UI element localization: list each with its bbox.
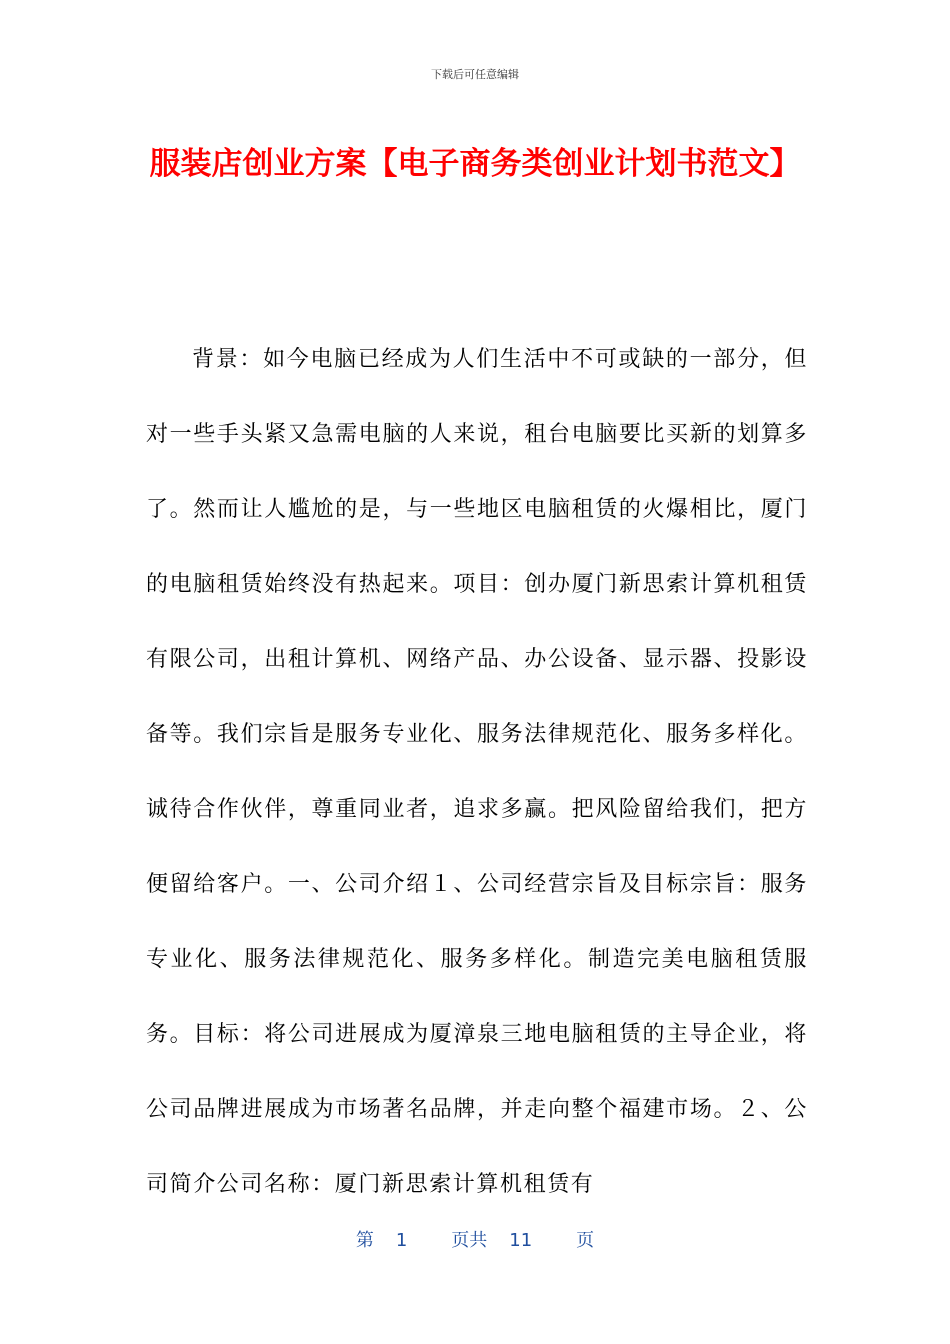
page-middle-text: 页共 xyxy=(451,1230,488,1251)
body-paragraph: 背景：如今电脑已经成为人们生活中不可或缺的一部分，但对一些手头紧又急需电脑的人来说，租台电脑要比买新的划算多了。然而让人尴尬的是，与一些地区电脑租赁的火爆相比，厦门的电脑租赁始终没有热起来。项目：创办厦门新思索计算机租赁有限公司，出租计算机、网络产品、办公设备、显示器、投影设备等。我们宗旨是服务专业化、服务法律规范化、服务多样化。诚待合作伙伴，尊重同业者，追求多赢。把风险留给我们，把方便留给客户。一、公司介绍１、公司经营宗旨及目标宗旨：服务专业化、服务法律规范化、服务多样化。制造完美电脑租赁服务。目标：将公司进展成为厦漳泉三地电脑租赁的主导企业，将公司品牌进展成为市场著名品牌，并走向整个福建市场。２、公司简介公司名称：厦门新思索计算机租赁有 xyxy=(146,347,808,1197)
current-page-number: 1 xyxy=(395,1230,408,1251)
page-suffix: 页 xyxy=(576,1230,595,1251)
document-title: 服装店创业方案【电子商务类创业计划书范文】 xyxy=(149,146,801,182)
page-prefix: 第 xyxy=(355,1230,374,1251)
total-pages-number: 11 xyxy=(509,1230,533,1251)
header-note: 下载后可任意编辑 xyxy=(431,68,519,81)
page-number-footer xyxy=(0,1226,950,1252)
